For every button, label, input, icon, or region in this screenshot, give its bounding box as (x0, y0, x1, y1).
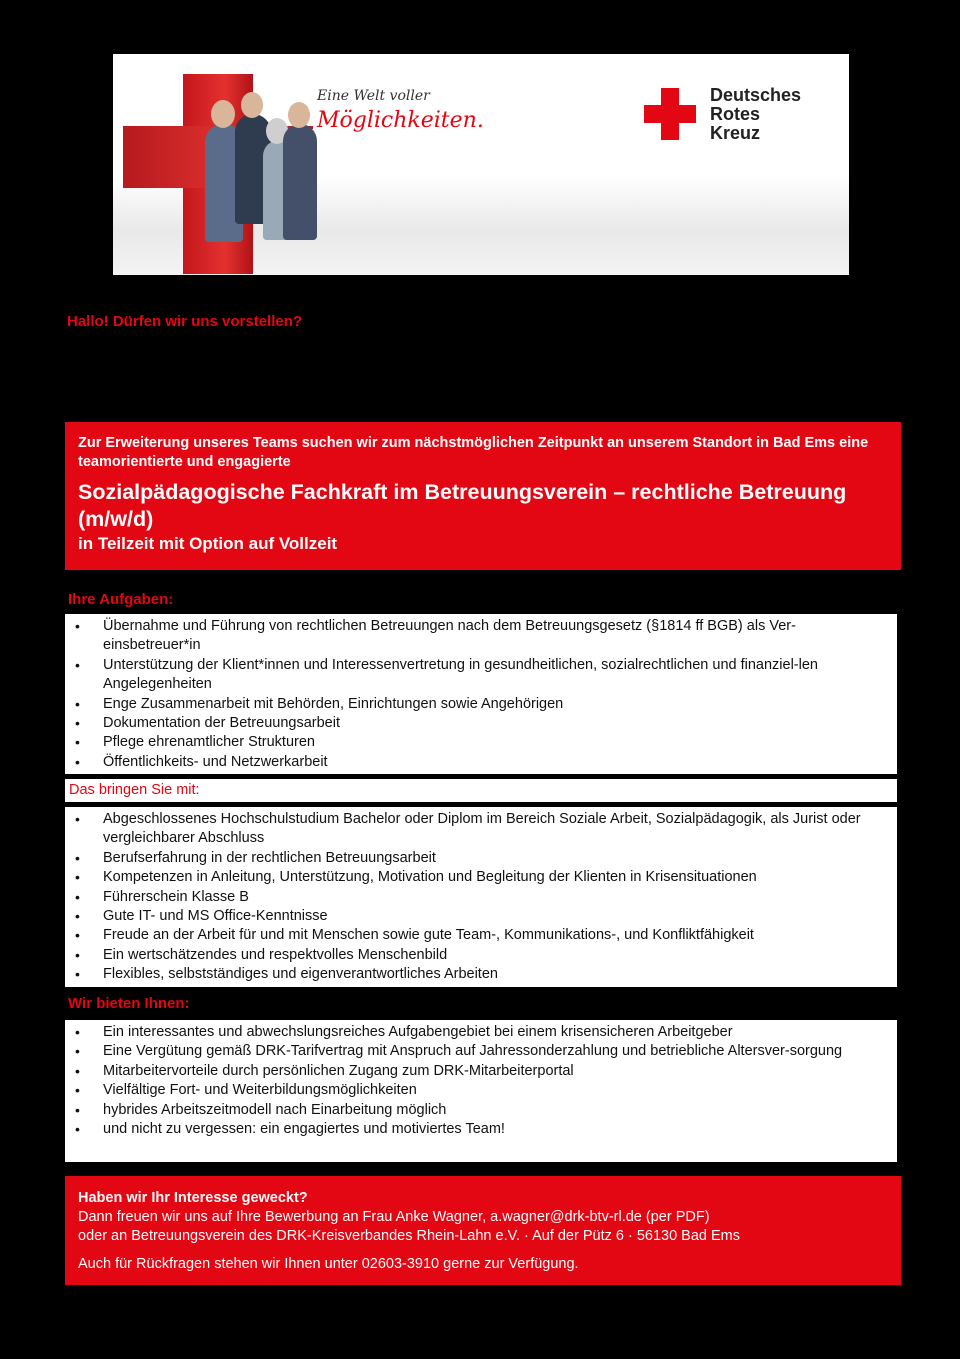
list-item: • Freude an der Arbeit für und mit Menschen sowie gute Team-, Kommunikations-, und Konfliktfähigkeit (73, 926, 883, 945)
list-item: • Flexibles, selbstständiges und eigenverantwortliches Arbeiten (73, 965, 883, 984)
intro-lead-text: Zur Erweiterung unseres Teams suchen wir zum nächstmöglichen Zeitpunkt an unserem Standort in Bad Ems eine teamorientierte und engagierte (78, 435, 869, 470)
list-item: • hybrides Arbeitszeitmodell nach Einarbeitung möglich (73, 1101, 883, 1120)
list-item: • Eine Vergütung gemäß DRK-Tarifvertrag mit Anspruch auf Jahressonderzahlung und betriebliche Altersver-sorgung (73, 1042, 883, 1061)
contact-line-3: Auch für Rückfragen stehen wir Ihnen unter 02603-3910 gerne zur Verfügung. (78, 1256, 579, 1272)
list-item: • Ein wertschätzendes und respektvolles Menschenbild (73, 946, 883, 965)
slogan-line-1: Eine Welt voller (317, 88, 430, 104)
list-item: • Führerschein Klasse B (73, 888, 883, 907)
profile-list (65, 807, 897, 987)
logo-line-1: Deutsches (710, 85, 802, 105)
hello-heading: Hallo! Dürfen wir uns vorstellen? (67, 313, 303, 330)
slogan-line-2: Möglichkeiten. (317, 108, 484, 133)
list-item: • Dokumentation der Betreuungsarbeit (73, 714, 883, 733)
contact-question: Haben wir Ihr Interesse geweckt? (78, 1190, 308, 1206)
list-item: • Abgeschlossenes Hochschulstudium Bachelor oder Diplom im Bereich Soziale Arbeit, Sozialpädagogik, als Jurist oder vergleichbarer Abschluss (73, 810, 883, 849)
list-item: • Kompetenzen in Anleitung, Unterstützung, Motivation und Begleitung der Klienten in Krisensituationen (73, 868, 883, 887)
offer-heading: Wir bieten Ihnen: (68, 995, 190, 1012)
header-banner (113, 54, 849, 275)
tasks-heading: Ihre Aufgaben: (68, 591, 174, 608)
logo-wordmark (710, 86, 801, 143)
offer-list (65, 1020, 897, 1162)
logo-line-3: Kreuz (710, 123, 761, 143)
contact-line-1: Dann freuen wir uns auf Ihre Bewerbung an Frau Anke Wagner, a.wagner@drk-btv-rl.de (per PDF) (78, 1209, 710, 1225)
tasks-list (65, 614, 897, 774)
job-title: Sozialpädagogische Fachkraft im Betreuungsverein – rechtliche Betreuung (m/w/d) (78, 480, 847, 531)
list-item: • Mitarbeitervorteile durch persönlichen Zugang zum DRK-Mitarbeiterportal (73, 1062, 883, 1081)
list-item: • und nicht zu vergessen: ein engagiertes und motiviertes Team! (73, 1120, 883, 1139)
list-item: • Gute IT- und MS Office-Kenntnisse (73, 907, 883, 926)
list-item: • Berufserfahrung in der rechtlichen Betreuungsarbeit (73, 849, 883, 868)
list-item: • Enge Zusammenarbeit mit Behörden, Einrichtungen sowie Angehörigen (73, 695, 883, 714)
logo-line-2: Rotes (710, 104, 761, 124)
profile-heading: Das bringen Sie mit: (65, 779, 897, 802)
job-subtitle: in Teilzeit mit Option auf Vollzeit (78, 534, 338, 553)
list-item: • Vielfältige Fort- und Weiterbildungsmöglichkeiten (73, 1081, 883, 1100)
list-item: • Öffentlichkeits- und Netzwerkarbeit (73, 753, 883, 772)
red-cross-logo-icon (644, 88, 696, 140)
list-item: • Übernahme und Führung von rechtlichen Betreuungen nach dem Betreuungsgesetz (§1814 ff BGB) als Ver-einsbetreuer*in (73, 617, 883, 656)
list-item: • Pflege ehrenamtlicher Strukturen (73, 733, 883, 752)
contact-box (65, 1176, 901, 1285)
job-intro-box (65, 422, 901, 570)
list-item: • Unterstützung der Klient*innen und Interessenvertretung in gesundheitlichen, sozialrechtlichen und finanziel-len Angelegenheiten (73, 656, 883, 695)
list-item: • Ein interessantes und abwechslungsreiches Aufgabengebiet bei einem krisensicheren Arbeitgeber (73, 1023, 883, 1042)
contact-line-2: oder an Betreuungsverein des DRK-Kreisverbandes Rhein-Lahn e.V. · Auf der Pütz 6 · 56130 Bad Ems (78, 1228, 741, 1244)
